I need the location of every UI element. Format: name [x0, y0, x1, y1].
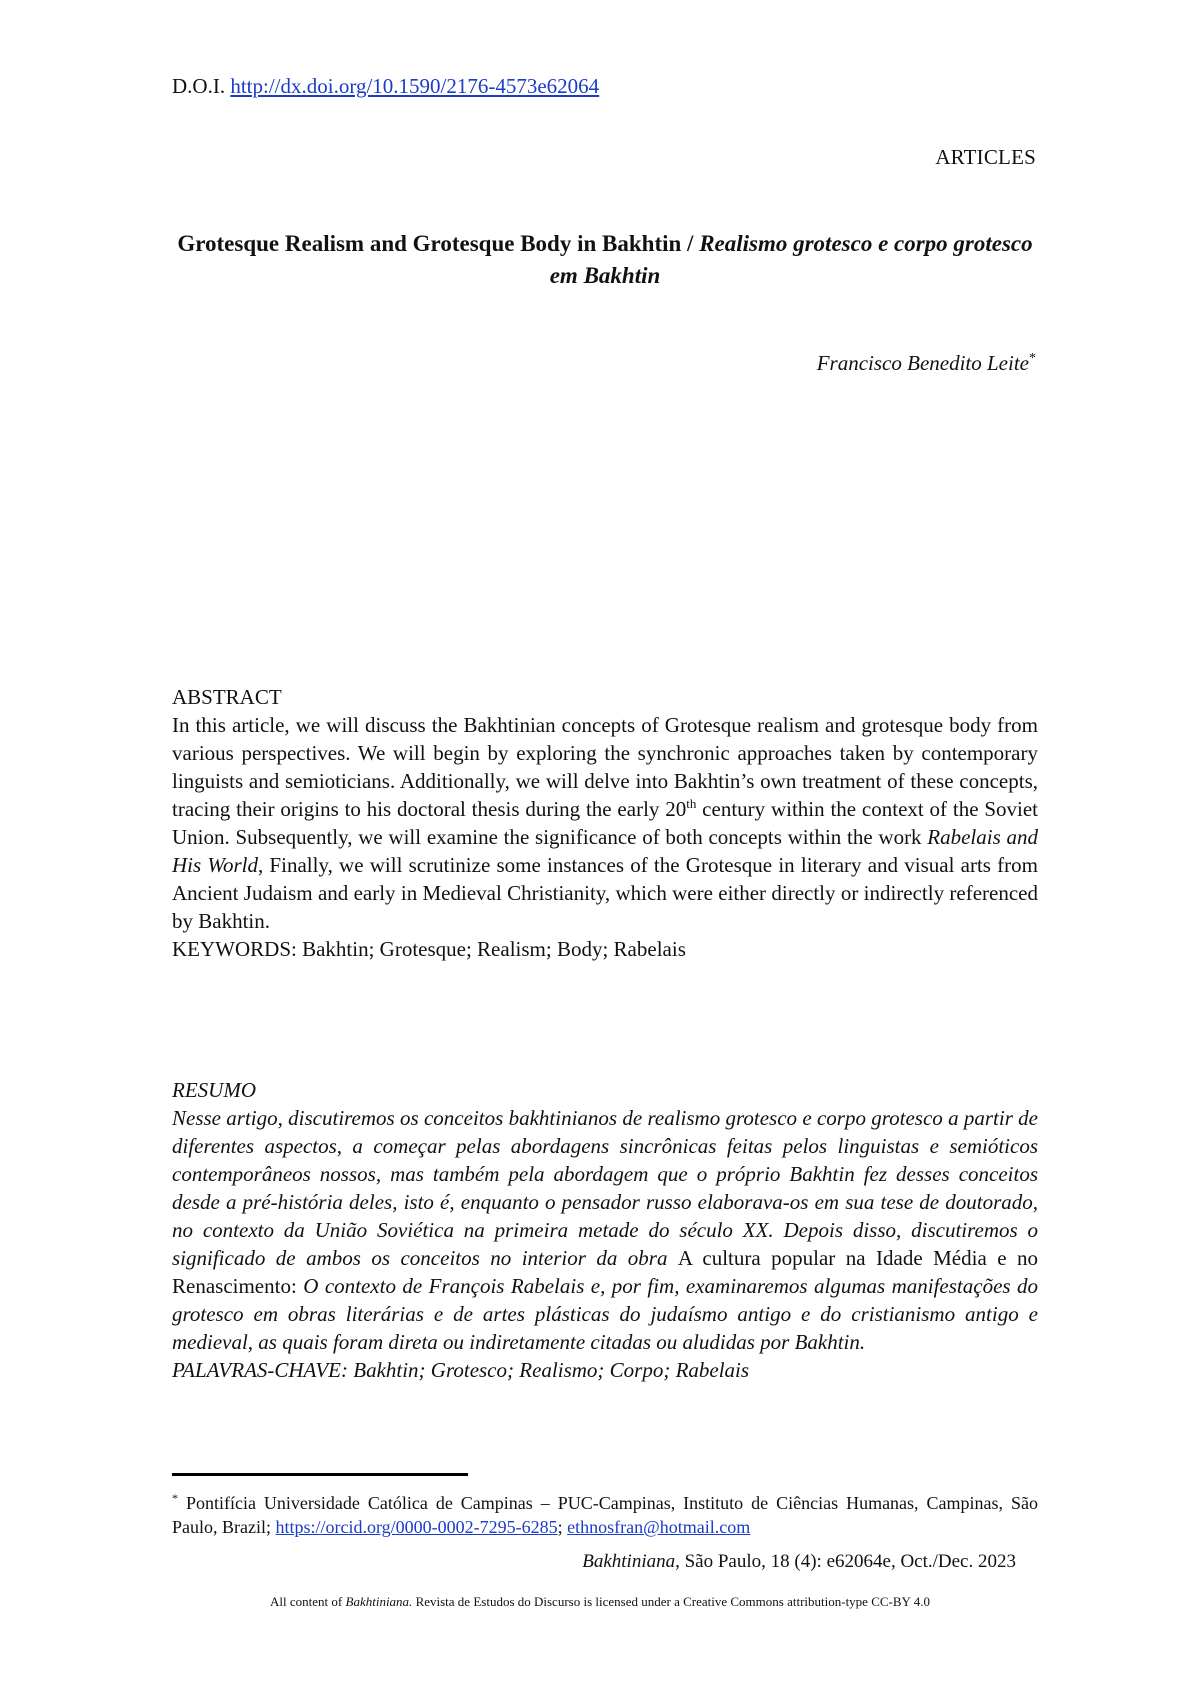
- section-label: ARTICLES: [935, 145, 1036, 169]
- resumo-section: [172, 1076, 1038, 1384]
- abstract-section: [172, 683, 1038, 963]
- resumo-work-title: A cultura popular na Idade Média e no Renascimento:: [172, 1246, 1038, 1298]
- footnote-mark: *: [172, 1491, 178, 1505]
- footnote-affiliation: Pontifícia Universidade Católica de Campinas – PUC-Campinas, Instituto de Ciências Humanas, Campinas, São Paulo, Brazil;: [172, 1493, 1038, 1537]
- citation-details: , São Paulo, 18 (4): e62064e, Oct./Dec. 2023: [675, 1551, 1016, 1572]
- article-title: [172, 228, 1038, 292]
- footnote-divider: [172, 1473, 468, 1476]
- journal-name: Bakhtiniana: [582, 1551, 676, 1572]
- abstract-text: In this article, we will discuss the Bakhtinian concepts of Grotesque realism and grotesque body from various perspectives. We will begin by exploring the synchronic approaches taken by contemporary linguists and semioticians. Additionally, we will delve into Bakhtin’s own treatment of these concepts, tracing their origins to his doctoral thesis during the early 20th century within the context of the Soviet Union. Subsequently, we will examine the significance of both concepts within the work Rabelais and His World, Finally, we will scrutinize some instances of the Grotesque in literary and visual arts from Ancient Judaism and early in Medieval Christianity, which were either directly or indirectly referenced by Bakhtin.: [172, 713, 1039, 933]
- author-footnote-mark[interactable]: *: [1029, 351, 1036, 366]
- orcid-link[interactable]: https://orcid.org/0000-0002-7295-6285: [275, 1517, 558, 1537]
- author-line: [817, 351, 1036, 376]
- journal-citation: [582, 1551, 1016, 1573]
- author-name: Francisco Benedito Leite: [816, 351, 1029, 375]
- abstract-keywords: KEYWORDS: Bakhtin; Grotesque; Realism; Body; Rabelais: [172, 937, 686, 961]
- resumo-keywords: PALAVRAS-CHAVE: Bakhtin; Grotesco; Realismo; Corpo; Rabelais: [172, 1358, 750, 1382]
- resumo-text: Nesse artigo, discutiremos os conceitos bakhtinianos de realismo grotesco e corpo grotesco a partir de diferentes aspectos, a começar pelas abordagens sincrônicas feitas pelos linguistas e semióticos contemporâneos nossos, mas também pela abordagem que o próprio Bakhtin fez desses conceitos desde a pré-história deles, isto é, enquanto o pensador russo elaborava-os em sua tese de doutorado, no contexto da União Soviética na primeira metade do século XX. Depois disso, discutiremos o significado de ambos os conceitos no interior da obra A cultura popular na Idade Média e no Renascimento: O contexto de François Rabelais e, por fim, examinaremos algumas manifestações do grotesco em obras literárias e de artes plásticas do judaísmo antigo e do cristianismo antigo e medieval, as quais foram direta ou indiretamente citadas ou aludidas por Bakhtin.: [172, 1106, 1038, 1354]
- footnote: * Pontifícia Universidade Católica de Campinas – PUC-Campinas, Instituto de Ciências Humanas, Campinas, São Paulo, Brazil; https://orcid.org/0000-0002-7295-6285; ethnosfran@hotmail.com: [172, 1491, 1038, 1537]
- resumo-heading: RESUMO: [172, 1078, 256, 1102]
- email-link[interactable]: ethnosfran@hotmail.com: [567, 1517, 751, 1537]
- doi-link[interactable]: http://dx.doi.org/10.1590/2176-4573e62064: [230, 74, 600, 98]
- title-separator: /: [681, 231, 700, 256]
- license-notice: All content of Bakhtiniana. Revista de Estudos do Discurso is licensed under a Creative Commons attribution-type CC-BY 4.0: [270, 1594, 930, 1609]
- doi-prefix: D.O.I.: [172, 74, 226, 98]
- title-english: Grotesque Realism and Grotesque Body in Bakhtin: [177, 231, 682, 256]
- title-portuguese: Realismo grotesco e corpo grotesco em Bakhtin: [549, 231, 1033, 288]
- doi-line: [172, 74, 599, 99]
- abstract-heading: ABSTRACT: [172, 685, 282, 709]
- abstract-work-title: Rabelais and His World: [172, 825, 1038, 877]
